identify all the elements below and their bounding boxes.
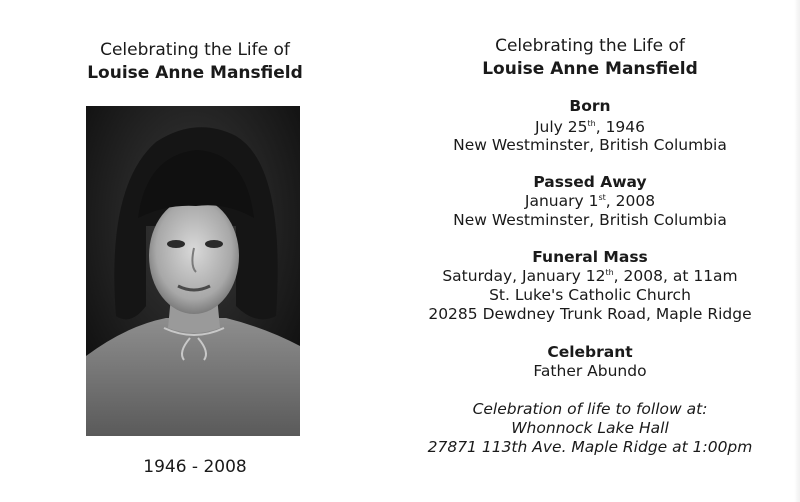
funeral-label: Funeral Mass bbox=[532, 248, 648, 266]
funeral-date: Saturday, January 12th, 2008, at 11am bbox=[442, 267, 738, 285]
card-edge-shadow bbox=[794, 0, 800, 502]
celebrant-name: Father Abundo bbox=[533, 362, 647, 380]
funeral-church: St. Luke's Catholic Church bbox=[489, 286, 691, 304]
passed-date: January 1st, 2008 bbox=[524, 192, 656, 210]
reception-line-1: Celebration of life to follow at: bbox=[472, 400, 708, 418]
left-name: Louise Anne Mansfield bbox=[87, 63, 303, 83]
left-heading: Celebrating the Life of bbox=[100, 40, 290, 60]
passed-place: New Westminster, British Columbia bbox=[453, 211, 727, 229]
celebrant-label: Celebrant bbox=[547, 343, 633, 361]
reception-address: 27871 113th Ave. Maple Ridge at 1:00pm bbox=[427, 438, 753, 456]
portrait-photo-icon bbox=[86, 106, 300, 436]
left-panel bbox=[0, 0, 390, 502]
right-panel bbox=[390, 0, 790, 502]
life-years: 1946 - 2008 bbox=[143, 457, 247, 477]
funeral-address: 20285 Dewdney Trunk Road, Maple Ridge bbox=[428, 305, 752, 323]
born-label: Born bbox=[569, 97, 611, 115]
passed-label: Passed Away bbox=[533, 173, 647, 191]
right-name: Louise Anne Mansfield bbox=[482, 59, 698, 79]
reception-venue: Whonnock Lake Hall bbox=[511, 419, 669, 437]
right-heading: Celebrating the Life of bbox=[495, 36, 685, 56]
portrait-photo bbox=[86, 106, 300, 436]
born-date: July 25th, 1946 bbox=[534, 118, 646, 136]
born-place: New Westminster, British Columbia bbox=[453, 136, 727, 154]
